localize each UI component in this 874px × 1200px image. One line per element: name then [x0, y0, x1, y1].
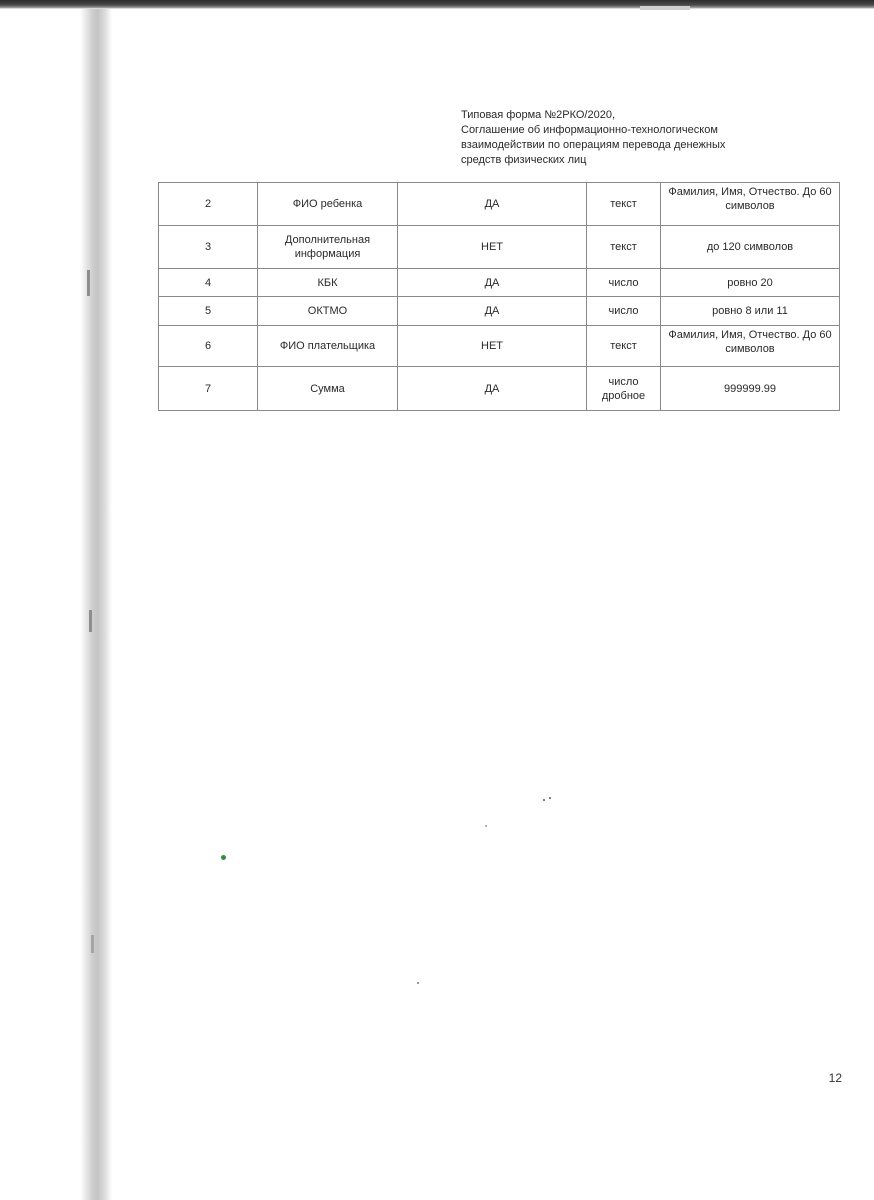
scan-speck	[221, 855, 226, 860]
table-row	[159, 269, 840, 297]
table-row	[159, 226, 840, 269]
scan-speck	[543, 799, 545, 801]
format-cell: 999999.99	[661, 367, 840, 411]
required-cell: НЕТ	[398, 226, 587, 269]
format-cell: ровно 20	[661, 269, 840, 297]
scan-top-notch	[640, 6, 690, 10]
row-number-cell: 7	[159, 367, 258, 411]
binding-mark	[89, 610, 92, 632]
field-name-cell: КБК	[258, 269, 398, 297]
table-row	[159, 297, 840, 326]
row-number-cell: 5	[159, 297, 258, 326]
required-cell: НЕТ	[398, 326, 587, 367]
data-type-cell: текст	[587, 326, 661, 367]
field-name-cell: Дополнительная информация	[258, 226, 398, 269]
form-header	[461, 108, 781, 168]
scan-speck	[485, 825, 487, 827]
format-cell: до 120 символов	[661, 226, 840, 269]
form-header-line: Соглашение об информационно-технологическом	[461, 124, 718, 136]
row-number-cell: 4	[159, 269, 258, 297]
table-row	[159, 326, 840, 367]
row-number-cell: 6	[159, 326, 258, 367]
format-cell: Фамилия, Имя, Отчество. До 60 символов	[661, 183, 840, 226]
binding-mark	[87, 270, 90, 296]
required-cell: ДА	[398, 367, 587, 411]
required-cell: ДА	[398, 297, 587, 326]
form-header-line: взаимодействии по операциям перевода денежных	[461, 139, 726, 151]
field-name-cell: ФИО ребенка	[258, 183, 398, 226]
format-cell: Фамилия, Имя, Отчество. До 60 символов	[661, 326, 840, 367]
scan-top-edge	[0, 0, 874, 9]
data-type-cell: текст	[587, 183, 661, 226]
binding-shadow	[80, 9, 112, 1200]
row-number-cell: 2	[159, 183, 258, 226]
scan-speck	[417, 982, 419, 984]
data-type-cell: число дробное	[587, 367, 661, 411]
field-name-cell: ФИО плательщика	[258, 326, 398, 367]
field-name-cell: ОКТМО	[258, 297, 398, 326]
field-name-cell: Сумма	[258, 367, 398, 411]
fields-table	[158, 182, 840, 411]
form-header-line: Типовая форма №2РКО/2020,	[461, 109, 616, 121]
format-cell: ровно 8 или 11	[661, 297, 840, 326]
scan-speck	[549, 797, 551, 799]
required-cell: ДА	[398, 269, 587, 297]
table-row	[159, 183, 840, 226]
row-number-cell: 3	[159, 226, 258, 269]
data-type-cell: число	[587, 297, 661, 326]
data-type-cell: число	[587, 269, 661, 297]
data-type-cell: текст	[587, 226, 661, 269]
table-row	[159, 367, 840, 411]
page-number: 12	[828, 1071, 842, 1085]
binding-mark	[91, 935, 94, 953]
required-cell: ДА	[398, 183, 587, 226]
form-header-line: средств физических лиц	[461, 154, 587, 166]
